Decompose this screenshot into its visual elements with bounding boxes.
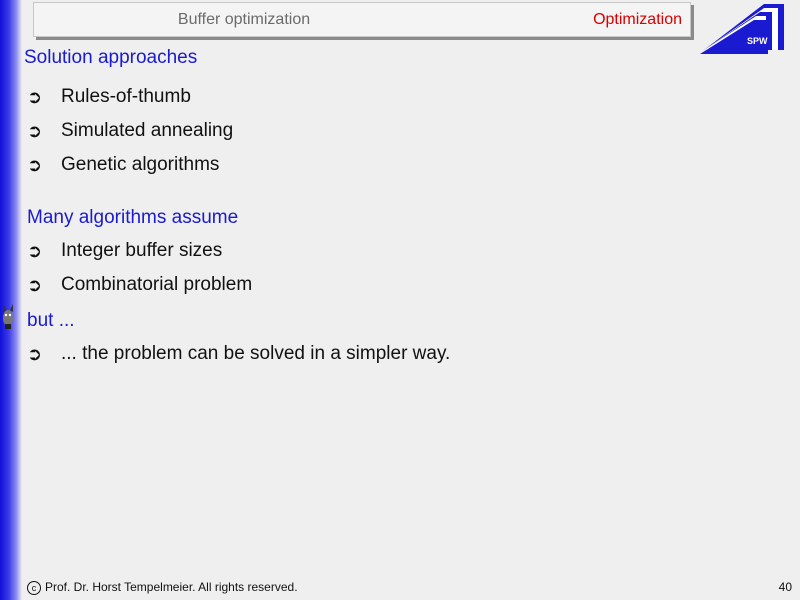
arrow-bullet-icon: ➲ xyxy=(27,241,43,261)
spw-logo-icon xyxy=(700,2,788,54)
logo-text: SPW xyxy=(747,36,768,46)
mascot-icon xyxy=(0,302,16,330)
bullet-text: Simulated annealing xyxy=(61,120,234,141)
bullet-text: Combinatorial problem xyxy=(61,274,253,295)
page-number: 40 xyxy=(778,580,792,594)
header-bar xyxy=(33,2,691,37)
arrow-bullet-icon: ➲ xyxy=(27,275,43,295)
heading-but: but ... xyxy=(27,310,75,331)
arrow-bullet-icon: ➲ xyxy=(27,121,43,141)
slide-title: Buffer optimization xyxy=(177,11,311,28)
arrow-bullet-icon: ➲ xyxy=(27,344,43,364)
arrow-bullet-icon: ➲ xyxy=(27,87,43,107)
section-label: Optimization xyxy=(593,11,682,28)
heading-many-algorithms: Many algorithms assume xyxy=(27,207,239,228)
footer-copyright xyxy=(27,580,298,595)
bullet-text: Integer buffer sizes xyxy=(61,240,223,261)
bullet-text: Genetic algorithms xyxy=(61,154,220,175)
bullet-text: Rules-of-thumb xyxy=(61,86,191,107)
left-gradient-sidebar xyxy=(0,0,22,600)
copyright-icon: c xyxy=(27,581,41,595)
arrow-bullet-icon: ➲ xyxy=(27,155,43,175)
copyright-text: Prof. Dr. Horst Tempelmeier. All rights reserved. xyxy=(45,580,298,594)
bullet-text: ... the problem can be solved in a simpler way. xyxy=(61,343,451,364)
heading-solution-approaches: Solution approaches xyxy=(24,47,198,68)
